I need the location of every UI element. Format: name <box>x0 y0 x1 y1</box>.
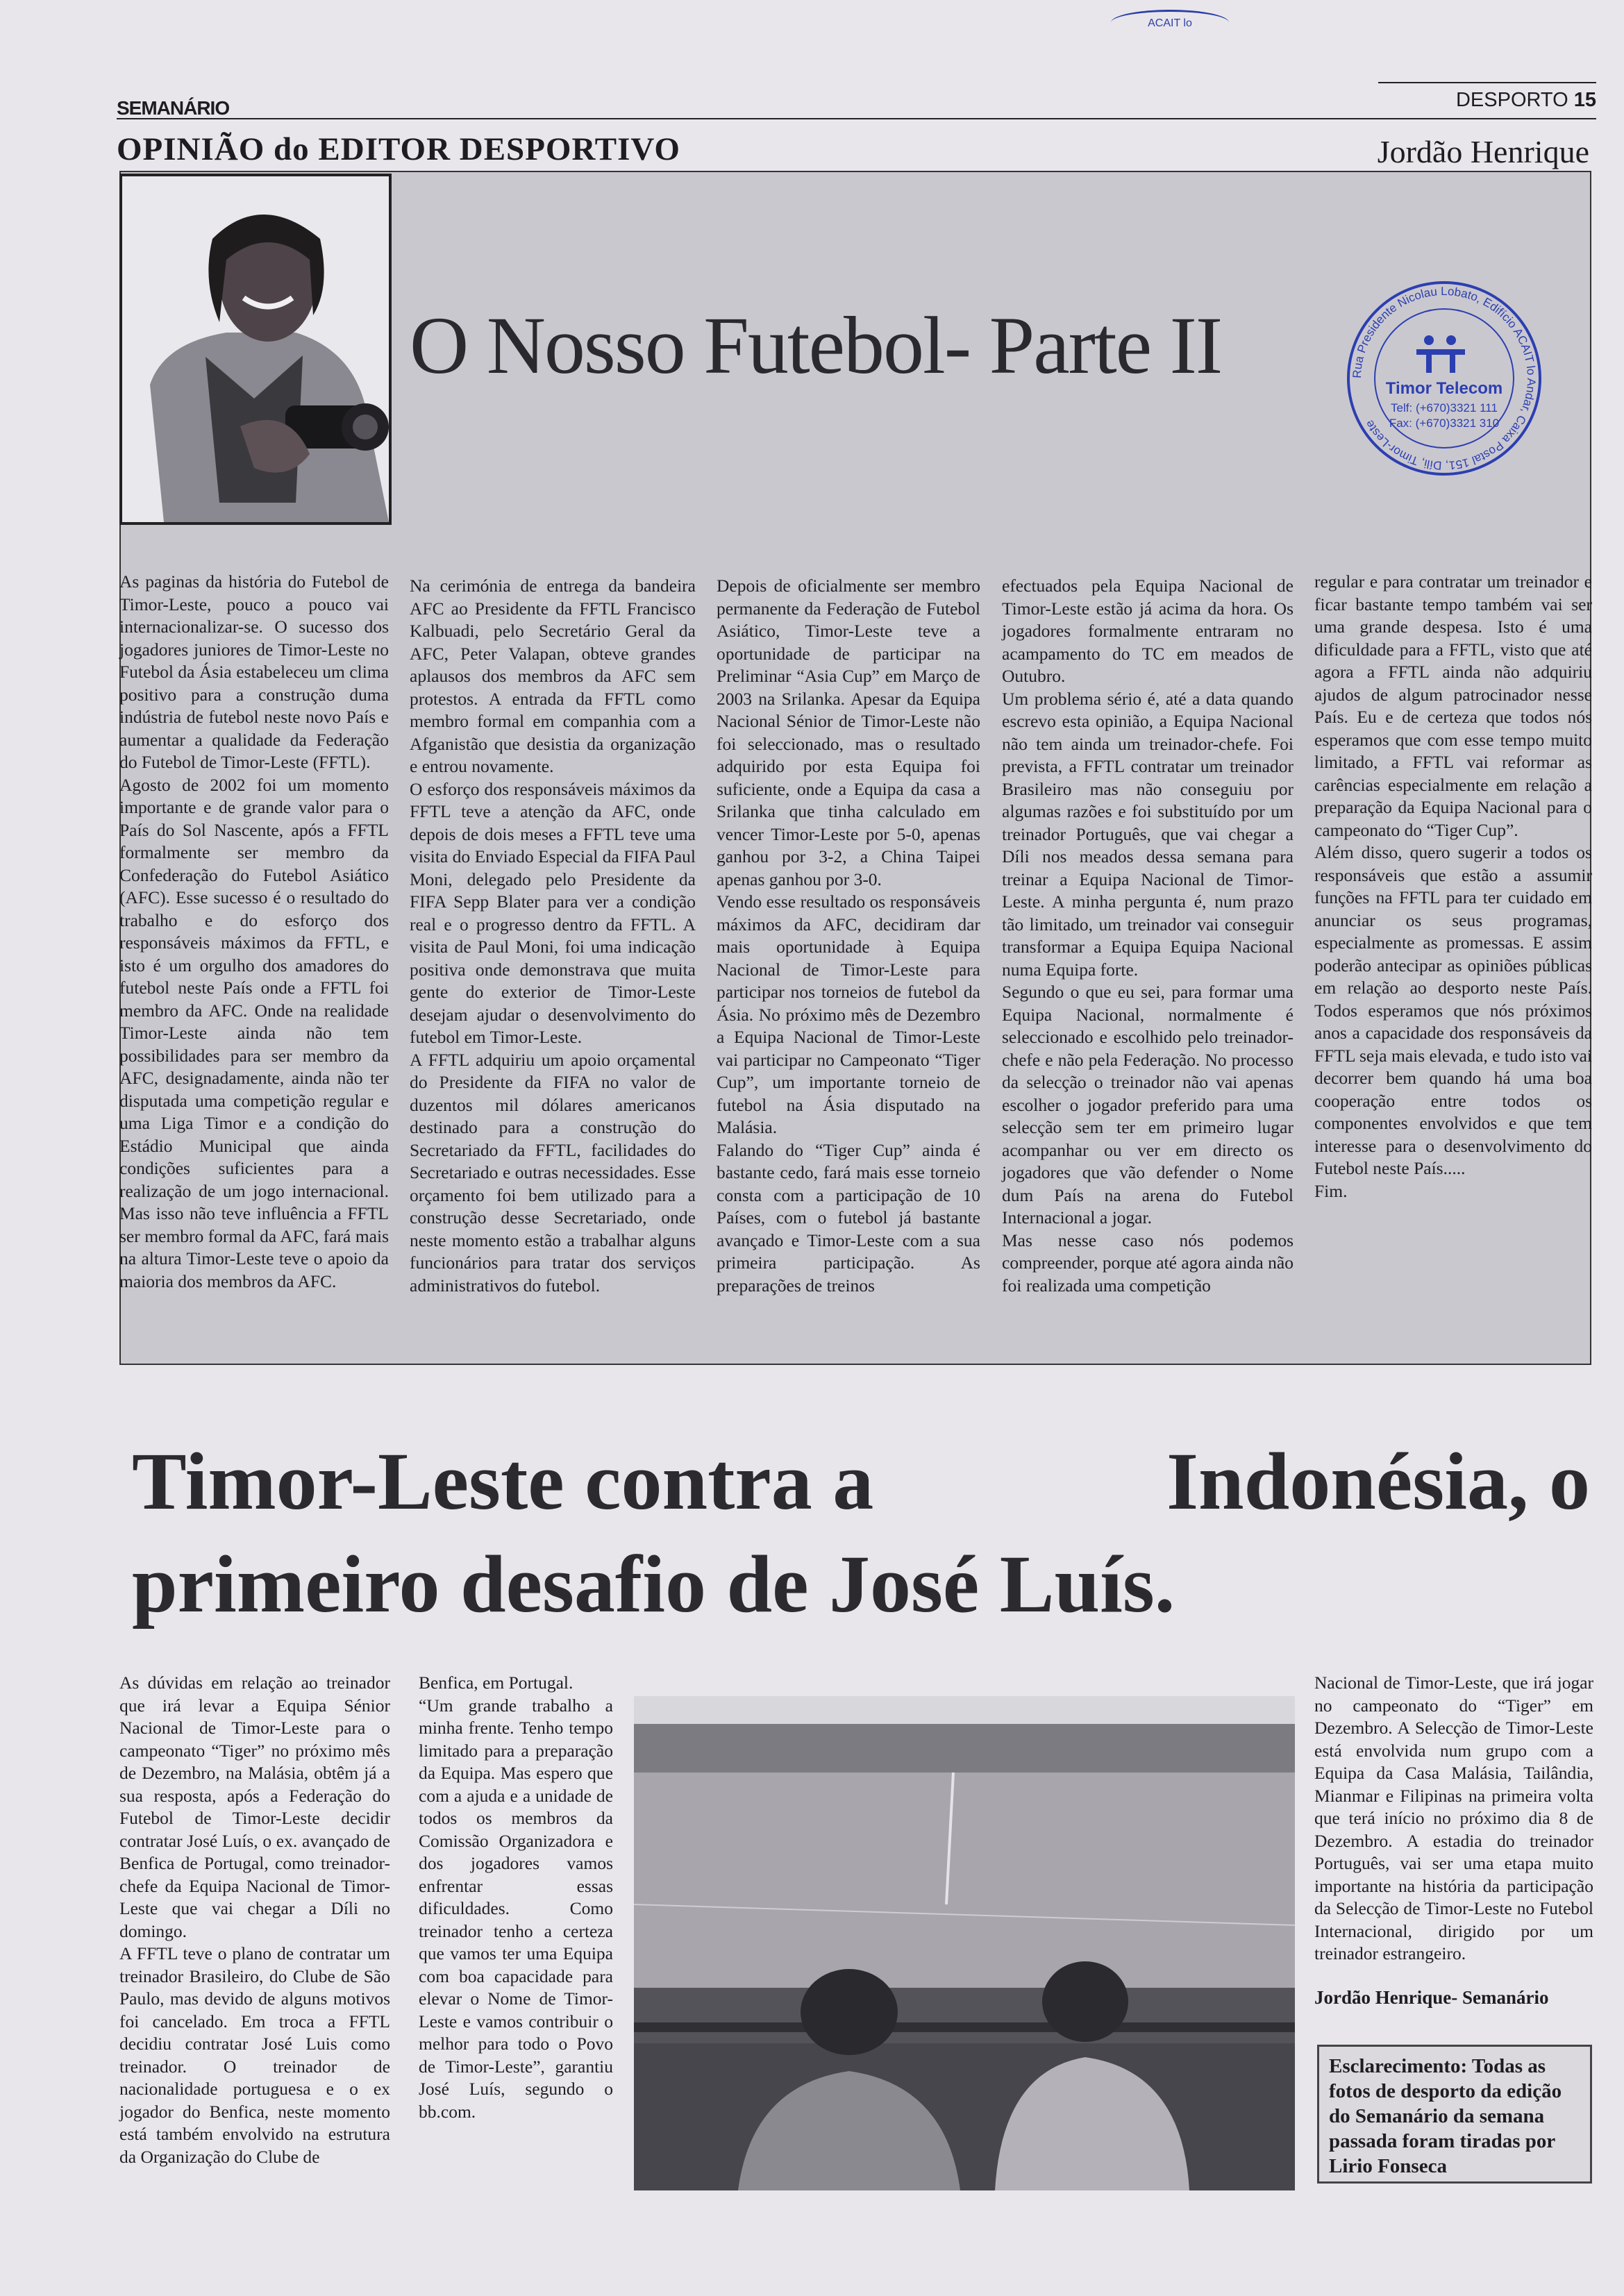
editor-photo <box>119 174 392 525</box>
paragraph: Um problema sério é, até a data quando escrevo esta opinião, a Equipa Nacional não tem ainda um treinador-chefe. Foi prevista, a FFTL contratar um treinador Brasileiro mas não conseguiu por algumas razões e foi substituído por um treinador Português, que vai chegar a Díli nos meados dessa semana para treinar a Equipa Nacional de Timor-Leste. A minha pergunta é, num prazo tão limitado, um treinador vai conseguir transformar a Equipa Equipa Nacional numa Equipa forte. <box>1002 688 1294 980</box>
headline-line-1 <box>132 1430 1590 1533</box>
opinion-title: O Nosso Futebol- Parte II <box>410 300 1222 391</box>
article-byline: Jordão Henrique- Semanário <box>1314 1987 1549 2008</box>
paragraph: Vendo esse resultado os responsáveis máximos da AFC, decidiram dar mais oportunidade à Equipa Nacional de Timor-Leste para participar nos torneios de futebol da Ásia. No próximo mês de Dezembro a Equipa Nacional de Timor-Leste vai participar no Campeonato “Tiger Cup”, um importante torneio de futebol na Ásia disputado na Malásia. <box>717 891 980 1137</box>
paragraph: Benfica, em Portugal. <box>419 1673 574 1693</box>
paragraph: As dúvidas em relação ao treinador que irá levar a Equipa Sénior Nacional de Timor-Leste para o campeonato “Tiger” no próximo mês de Dezembro, na Malásia, obtêm já a sua resposta, após a Federação do Futebol de Timor-Leste decidir contratar José Luís, o ex. avançado de Benfica de Portugal, como treinador-chefe da Equipa Nacional de Timor-Leste que vai chegar a Díli no domingo. <box>119 1673 390 1941</box>
opinion-column-1 <box>119 571 389 1293</box>
paragraph: Segundo o que eu sei, para formar uma Equipa Nacional, normalmente é seleccionado e escolhido pelo treinador-chefe e não pela Federação. No processo da selecção o treinador não vai apenas escolher o jogador preferido para uma selecção sem ter em primeiro lugar acompanhar ou ver em directo os jogadores que vão defender o Nome dum País na arena do Futebol Internacional a jogar. <box>1002 982 1294 1227</box>
header-rule <box>117 118 1596 119</box>
section-page-label <box>1456 89 1596 112</box>
opinion-column-2 <box>410 575 696 1297</box>
paragraph: Mas nesse caso nós podemos compreender, porque até agora ainda não foi realizada uma competição <box>1002 1230 1294 1296</box>
paragraph: Além disso, quero sugerir a todos os responsáveis que estão a assumir funções na FFTL para ter cuidado em anunciar os seus programas, especialmente as promessas. E assim poderão antecipar as opiniões públicas em relação ao desporto neste País. Todos esperamos que nós próximos anos a capacidade dos responsáveis da FFTL seja mais elevada, e tudo isto vai decorrer bem quando há uma boa cooperação entre todos os componentes envolvidos e que tem interesse para o desenvolvimento do Futebol neste País..... <box>1314 842 1592 1178</box>
paragraph: efectuados pela Equipa Nacional de Timor-Leste estão já acima da hora. Os jogadores formalmente entraram no acampamento do TC em meados de Outubro. <box>1002 576 1294 686</box>
stamp-telephone: Telf: (+670)3321 111 <box>1391 401 1498 414</box>
opinion-column-5 <box>1314 571 1592 1203</box>
article-headline <box>132 1430 1597 1636</box>
headline-part-b: Indonésia, o <box>1166 1436 1590 1527</box>
opinion-author: Jordão Henrique <box>1377 134 1589 169</box>
stamp-fax: Fax: (+670)3321 310 <box>1389 417 1500 430</box>
timor-telecom-logo-icon <box>1416 335 1465 373</box>
section-name: DESPORTO <box>1455 89 1568 111</box>
stadium-match-photo <box>634 1696 1295 2190</box>
paragraph: A FFTL adquiriu um apoio orçamental do Presidente da FIFA no valor de duzentos mil dólares americanos destinado para a construção do Secretariado da FFTL, facilidades do Secretariado e outras necessidades. Esse orçamento foi bem utilizado para a construção desse Secretariado, onde neste momento estão a trabalhar alguns funcionários para tratar dos serviços administrativos do futebol. <box>410 1049 696 1296</box>
paragraph: A FFTL teve o plano de contratar um treinador Brasileiro, do Clube de São Paulo, mas devido de alguns motivos foi cancelado. Em troca a FFTL decidiu contratar José Luis como treinador. O treinador de nacionalidade portuguesa e o ex jogador do Benfica, neste momento está também envolvido na estrutura da Organização do Clube de <box>119 1943 390 2167</box>
paragraph: regular e para contratar um treinador e ficar bastante tempo também vai ser uma grande despesa. Isto é uma dificuldade para a FFTL, visto que até agora a FFTL ainda não adquiriu ajudos de algum patrocinador nesse País. Eu e de certeza que todos nós esperamos que com esse tempo muito limitado, a FFTL vai reformar as carências especialmente em relação a preparação da Equipa Nacional para o campeonato do “Tiger Cup”. <box>1314 571 1592 840</box>
article-column-2 <box>419 1672 613 2123</box>
opinion-column-3 <box>717 575 980 1297</box>
clarification-box: Esclarecimento: Todas as fotos de desporto da edição do Semanário da semana passada foram tiradas por Lirio Fonseca <box>1317 2045 1592 2184</box>
article-column-3 <box>1314 1672 1593 1966</box>
headline-line-2: primeiro desafio de José Luís. <box>132 1539 1175 1629</box>
section-title: OPINIÃO do EDITOR DESPORTIVO <box>117 131 680 167</box>
paragraph: Agosto de 2002 foi um momento importante e de grande valor para o País do Sol Nascente, após a FFTL formalmente ser membro da Confederação do Futebol Asiático (AFC). Esse sucesso é o resultado do trabalho e do esforço dos responsáveis máximos da FFTL, e isto é um orgulho dos amadores do futebol neste País onde a FFTL foi membro da AFC. Onde na realidade Timor-Leste ainda não tem possibilidades para ser membro da AFC, designadamente, ainda não ter disputada uma competição regular e uma Liga Timor e a condição do Estádio Municipal que ainda condições suficientes para a realização de um jogo internacional. Mas isso não teve influência a FFTL ser membro formal da AFC, fará mais na altura Timor-Leste teve o apoio da maioria dos membros da AFC. <box>119 774 389 1291</box>
headline-part-a: Timor-Leste contra a <box>132 1436 874 1527</box>
top-stamp-fragment: ACAIT lo <box>1111 10 1229 35</box>
stamp-ring-text: Rua Presidente Nicolau Lobato, Edifício ACAIT lo Andar, Caixa Postal 151, Díli, Timor-Leste <box>1350 284 1539 473</box>
newspaper-name: SEMANÁRIO <box>117 97 230 119</box>
paragraph: As paginas da história do Futebol de Timor-Leste, pouco a pouco vai internacionalizar-se. O sucesso dos jogadores juniores de Timor-Leste no Futebol da Ásia estabeleceu um clima positivo para a construção duma indústria de futebol neste novo País e aumentar a qualidade da Federação do Futebol de Timor-Leste (FFTL). <box>119 571 389 772</box>
paragraph: O esforço dos responsáveis máximos da FFTL teve a atenção da AFC, onde depois de dois meses a FFTL teve uma visita do Enviado Especial da FIFA Paul Moni, delegado pelo Presidente da FIFA Sepp Blater para ver a condição real e o progresso dentro da FFTL. A visita de Paul Moni, foi uma indicação positiva onde demonstrava que muita gente do exterior de Timor-Leste desejam ajudar o desenvolvimento do futebol em Timor-Leste. <box>410 778 696 1047</box>
paragraph: Na cerimónia de entrega da bandeira AFC ao Presidente da FFTL Francisco Kalbuadi, pelo Secretário Geral da AFC, Peter Valapan, obteve grandes aplausos dos membros da AFC sem protestos. A entrada da FFTL como membro formal em companhia com a Afganistão que desistia da organização e entrou novamente. <box>410 576 696 776</box>
paragraph: Fim. <box>1314 1180 1348 1201</box>
opinion-column-4 <box>1002 575 1294 1297</box>
paragraph: “Um grande trabalho a minha frente. Tenho tempo limitado para a preparação da Equipa. Mas espero que com a ajuda e a unidade de todos os membros da Comissão Organizadora e dos jogadores vamos enfrentar essas dificuldades. Como treinador tenho a certeza que vamos ter uma Equipa com boa capacidade para elevar o Nome de Timor-Leste e vamos contribuir o melhor para todo o Povo de Timor-Leste”, garantiu José Luís, segundo o bb.com. <box>419 1695 613 2122</box>
stamp-company: Timor Telecom <box>1385 379 1503 398</box>
article-column-1 <box>119 1672 390 2168</box>
timor-telecom-stamp <box>1340 274 1548 483</box>
page-number: 15 <box>1573 89 1596 111</box>
header-top-rule <box>1378 82 1596 83</box>
paragraph: Depois de oficialmente ser membro permanente da Federação de Futebol Asiático, Timor-Leste teve a oportunidade de participar na Preliminar “Asia Cup” em Março de 2003 na Srilanka. Apesar da Equipa Nacional Sénior de Timor-Leste não foi seleccionado, mas o resultado adquirido por esta Equipa foi suficiente, onde a Equipa da casa a Srilanka que tinha calculado em vencer Timor-Leste por 5-0, apenas ganhou por 3-2, a China Taipei apenas ganhou por 3-0. <box>717 576 980 889</box>
paragraph: Nacional de Timor-Leste, que irá jogar no campeonato do “Tiger” em Dezembro. A Selecção de Timor-Leste está envolvida num grupo com a Equipa da Casa Malásia, Tailândia, Mianmar e Filipinas na primeira volta que terá início no próximo dia 8 de Dezembro. A estadia do treinador Português, vai ser uma etapa muito importante na história da participação da Selecção de Timor-Leste no Futebol Internacional, dirigido por um treinador estrangeiro. <box>1314 1673 1593 1963</box>
paragraph: Falando do “Tiger Cup” ainda é bastante cedo, fará mais esse torneio consta com a participação de 10 Países, com o futebol já bastante avançado e Timor-Leste com a sua primeira participação. As preparações de treinos <box>717 1139 980 1296</box>
